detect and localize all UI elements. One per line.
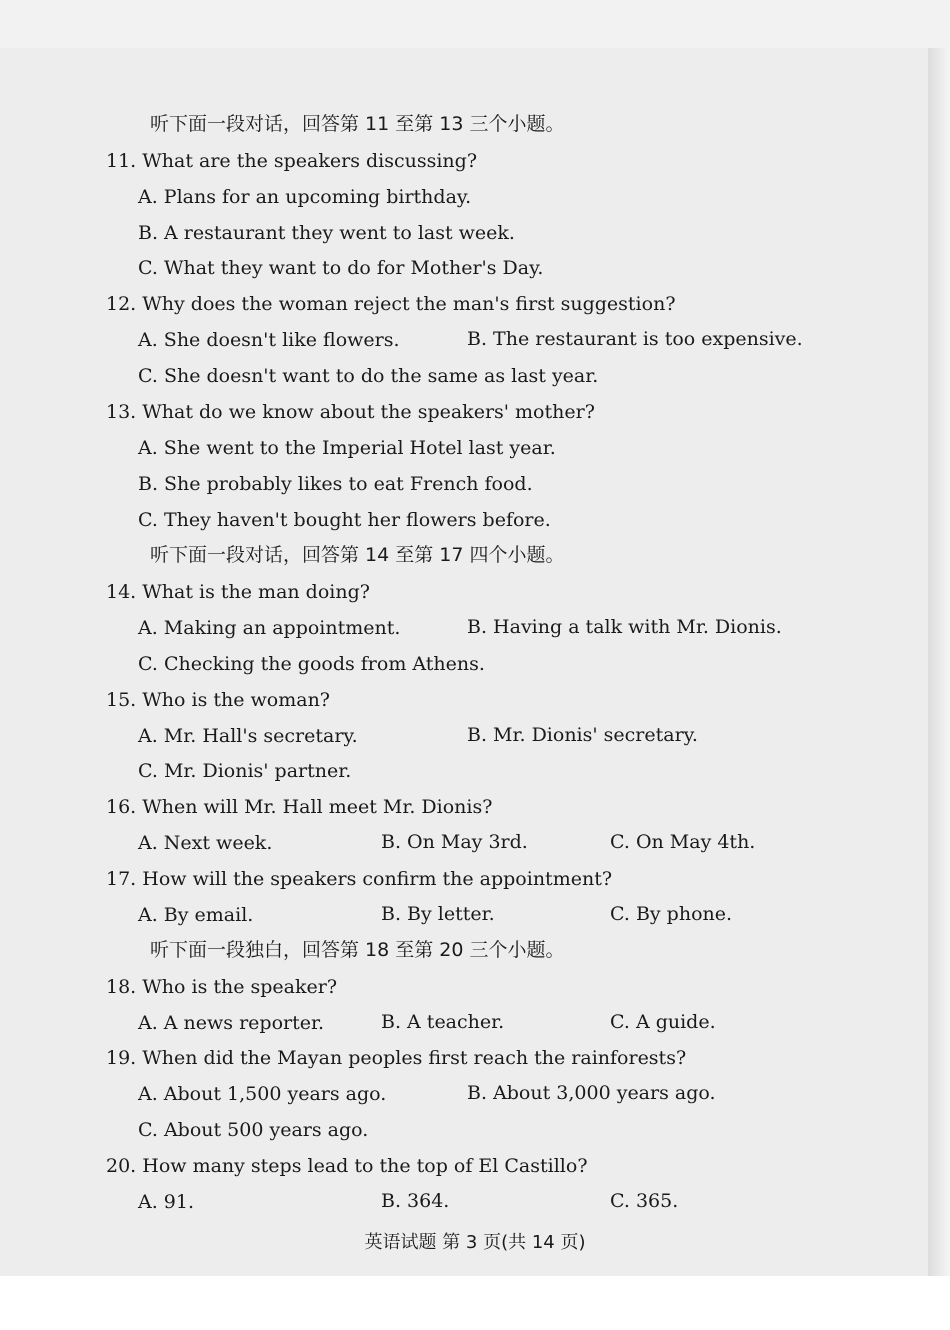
question-14-option-a: A. Making an appointment. [138, 617, 401, 639]
question-19-option-b: B. About 3,000 years ago. [467, 1082, 716, 1104]
question-17-option-c: C. By phone. [610, 903, 733, 925]
section-intro-14-17: 听下面一段对话，回答第 14 至第 17 四个小题。 [150, 544, 565, 566]
question-12-stem: 12. Why does the woman reject the man's first suggestion? [106, 293, 676, 315]
question-20-option-a: A. 91. [138, 1191, 195, 1213]
question-19-option-c: C. About 500 years ago. [138, 1119, 369, 1141]
question-16-option-c: C. On May 4th. [610, 831, 756, 853]
question-12-option-b: B. The restaurant is too expensive. [467, 328, 803, 350]
page-edge-shadow [928, 48, 950, 1276]
question-16-option-a: A. Next week. [138, 832, 273, 854]
question-15-option-a: A. Mr. Hall's secretary. [138, 725, 358, 747]
question-11-stem: 11. What are the speakers discussing? [106, 150, 478, 172]
question-11-option-b: B. A restaurant they went to last week. [138, 222, 515, 244]
question-11-option-c: C. What they want to do for Mother's Day. [138, 257, 544, 279]
question-15-stem: 15. Who is the woman? [106, 689, 330, 711]
question-14-option-b: B. Having a talk with Mr. Dionis. [467, 616, 782, 638]
question-16-option-b: B. On May 3rd. [381, 831, 528, 853]
section-intro-18-20: 听下面一段独白，回答第 18 至第 20 三个小题。 [150, 939, 565, 961]
question-13-stem: 13. What do we know about the speakers' mother? [106, 401, 595, 423]
question-14-stem: 14. What is the man doing? [106, 581, 370, 603]
question-17-stem: 17. How will the speakers confirm the appointment? [106, 868, 613, 890]
question-20-option-c: C. 365. [610, 1190, 679, 1212]
question-20-stem: 20. How many steps lead to the top of El Castillo? [106, 1155, 588, 1177]
question-12-option-c: C. She doesn't want to do the same as last year. [138, 365, 599, 387]
question-19-stem: 19. When did the Mayan peoples first reach the rainforests? [106, 1047, 687, 1069]
question-19-option-a: A. About 1,500 years ago. [138, 1083, 387, 1105]
page-bottom-margin [0, 1276, 950, 1330]
question-18-option-c: C. A guide. [610, 1011, 716, 1033]
question-14-option-c: C. Checking the goods from Athens. [138, 653, 485, 675]
question-11-option-a: A. Plans for an upcoming birthday. [138, 186, 472, 208]
question-17-option-a: A. By email. [138, 904, 254, 926]
page-footer: 英语试题 第 3 页(共 14 页) [364, 1232, 586, 1253]
question-18-stem: 18. Who is the speaker? [106, 976, 338, 998]
section-intro-11-13: 听下面一段对话，回答第 11 至第 13 三个小题。 [150, 113, 565, 135]
question-18-option-b: B. A teacher. [381, 1011, 505, 1033]
question-18-option-a: A. A news reporter. [138, 1012, 325, 1034]
question-13-option-b: B. She probably likes to eat French food. [138, 473, 533, 495]
question-12-option-a: A. She doesn't like flowers. [138, 329, 400, 351]
question-17-option-b: B. By letter. [381, 903, 495, 925]
question-13-option-c: C. They haven't bought her flowers before. [138, 509, 551, 531]
question-16-stem: 16. When will Mr. Hall meet Mr. Dionis? [106, 796, 493, 818]
question-20-option-b: B. 364. [381, 1190, 450, 1212]
question-13-option-a: A. She went to the Imperial Hotel last year. [138, 437, 556, 459]
question-15-option-b: B. Mr. Dionis' secretary. [467, 724, 698, 746]
question-15-option-c: C. Mr. Dionis' partner. [138, 760, 352, 782]
